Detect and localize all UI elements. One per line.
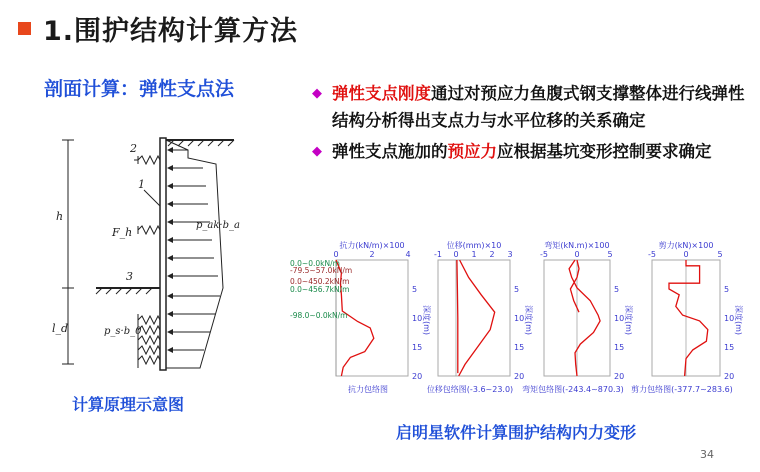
label-2: 2	[130, 142, 137, 155]
y-tick-label: 10	[514, 314, 525, 323]
y-tick-label: 20	[514, 372, 525, 381]
x-tick-label: 0	[453, 250, 459, 259]
force-annotation: -79.5~57.0kN/m	[290, 266, 353, 275]
bullet-item	[312, 138, 752, 165]
x-tick-label: 0	[333, 250, 339, 259]
series-line	[669, 260, 708, 376]
y-tick-label: 20	[412, 372, 423, 381]
chart-title: 弯矩(kN.m)×100	[544, 241, 610, 250]
bullet-rest: 应根据基坑变形控制要求确定	[497, 142, 712, 161]
diagram-caption: 计算原理示意图	[72, 395, 185, 414]
bullet-prefix: 弹性支点施加的	[332, 142, 448, 161]
x-tick-label: -5	[540, 250, 548, 259]
y-tick-label: 15	[724, 343, 735, 352]
force-annotation: 0.0~456.7kN/m	[290, 285, 350, 294]
label-h: h	[56, 210, 64, 223]
y-tick-label: 5	[514, 285, 520, 294]
chart-footer-label: 剪力包络图(-377.7~283.6)	[631, 385, 733, 394]
y-tick-label: 10	[724, 314, 735, 323]
x-tick-label: 0	[574, 250, 580, 259]
series-line	[457, 260, 458, 373]
chart-footer-label: 抗力包络图	[348, 385, 388, 394]
retaining-wall	[160, 138, 166, 370]
series-line	[570, 260, 579, 312]
force-annotation: -98.0~0.0kN/m	[290, 311, 348, 320]
series-line	[569, 260, 600, 376]
chart-frame	[438, 260, 510, 376]
bullet-text	[332, 138, 712, 165]
bullet-rest: 通过对预应力鱼腹式钢支撑整体进行线弹性结构分析得出支点力与水平位移的关系确定	[332, 84, 745, 130]
label-fh: F_h	[112, 226, 133, 239]
x-tick-label: 0	[683, 250, 689, 259]
envelope-charts	[290, 240, 750, 400]
chart-title: 抗力(kN/m)×100	[339, 241, 405, 250]
title-bullet-square	[18, 22, 31, 35]
bullet-highlight: 预应力	[447, 142, 497, 161]
y-axis-label: 深度(m)	[734, 304, 743, 336]
page-title: 1.围护结构计算方法	[43, 15, 299, 47]
x-tick-label: 1	[471, 250, 477, 259]
y-tick-label: 15	[412, 343, 423, 352]
y-tick-label: 10	[412, 314, 423, 323]
chart-footer-label: 位移包络图(-3.6~23.0)	[426, 385, 514, 394]
chart-title: 剪力(kN)×100	[658, 241, 714, 250]
charts-caption: 启明星软件计算围护结构内力变形	[396, 423, 637, 442]
y-axis-label: 深度(m)	[422, 304, 431, 336]
series-line	[459, 260, 495, 376]
y-tick-label: 20	[614, 372, 625, 381]
y-tick-label: 5	[614, 285, 620, 294]
diamond-bullet-icon: ◆	[312, 144, 322, 159]
x-tick-label: 4	[405, 250, 411, 259]
diamond-bullet-icon: ◆	[312, 86, 322, 101]
x-tick-label: 2	[369, 250, 375, 259]
bullet-text	[332, 80, 752, 134]
x-tick-label: 5	[607, 250, 613, 259]
bullet-highlight: 弹性支点刚度	[332, 84, 431, 103]
y-axis-label: 深度(m)	[524, 304, 533, 336]
y-tick-label: 5	[724, 285, 730, 294]
x-tick-label: 5	[717, 250, 723, 259]
y-tick-label: 15	[614, 343, 625, 352]
y-axis-label: 深度(m)	[624, 304, 633, 336]
label-pak: p_ak·b_a	[196, 220, 240, 231]
label-3: 3	[126, 270, 133, 283]
y-tick-label: 15	[514, 343, 525, 352]
section-subtitle: 剖面计算：弹性支点法	[44, 78, 235, 100]
y-tick-label: 20	[724, 372, 735, 381]
x-tick-label: -5	[648, 250, 656, 259]
label-ld: l_d	[52, 322, 69, 335]
page-number: 34	[700, 448, 714, 461]
x-tick-label: -1	[434, 250, 442, 259]
slide-title-row	[18, 8, 298, 48]
leader-line	[144, 190, 160, 206]
chart-footer-label: 弯矩包络图(-243.4~870.3)	[522, 385, 624, 394]
y-tick-label: 10	[614, 314, 625, 323]
force-annotation: 0.0~0.0kN/m	[290, 259, 340, 268]
x-tick-label: 2	[489, 250, 495, 259]
y-tick-label: 5	[412, 285, 418, 294]
bullet-list	[312, 80, 752, 165]
chart-title: 位移(mm)×10	[446, 241, 502, 250]
elastic-support-diagram	[38, 128, 258, 378]
bullet-item	[312, 80, 752, 134]
label-1: 1	[138, 178, 145, 191]
force-annotation: 0.0~450.2kN/m	[290, 277, 350, 286]
x-tick-label: 3	[507, 250, 513, 259]
label-psb: p_s·b_0	[104, 326, 142, 337]
active-pressure-diagram	[166, 140, 223, 368]
